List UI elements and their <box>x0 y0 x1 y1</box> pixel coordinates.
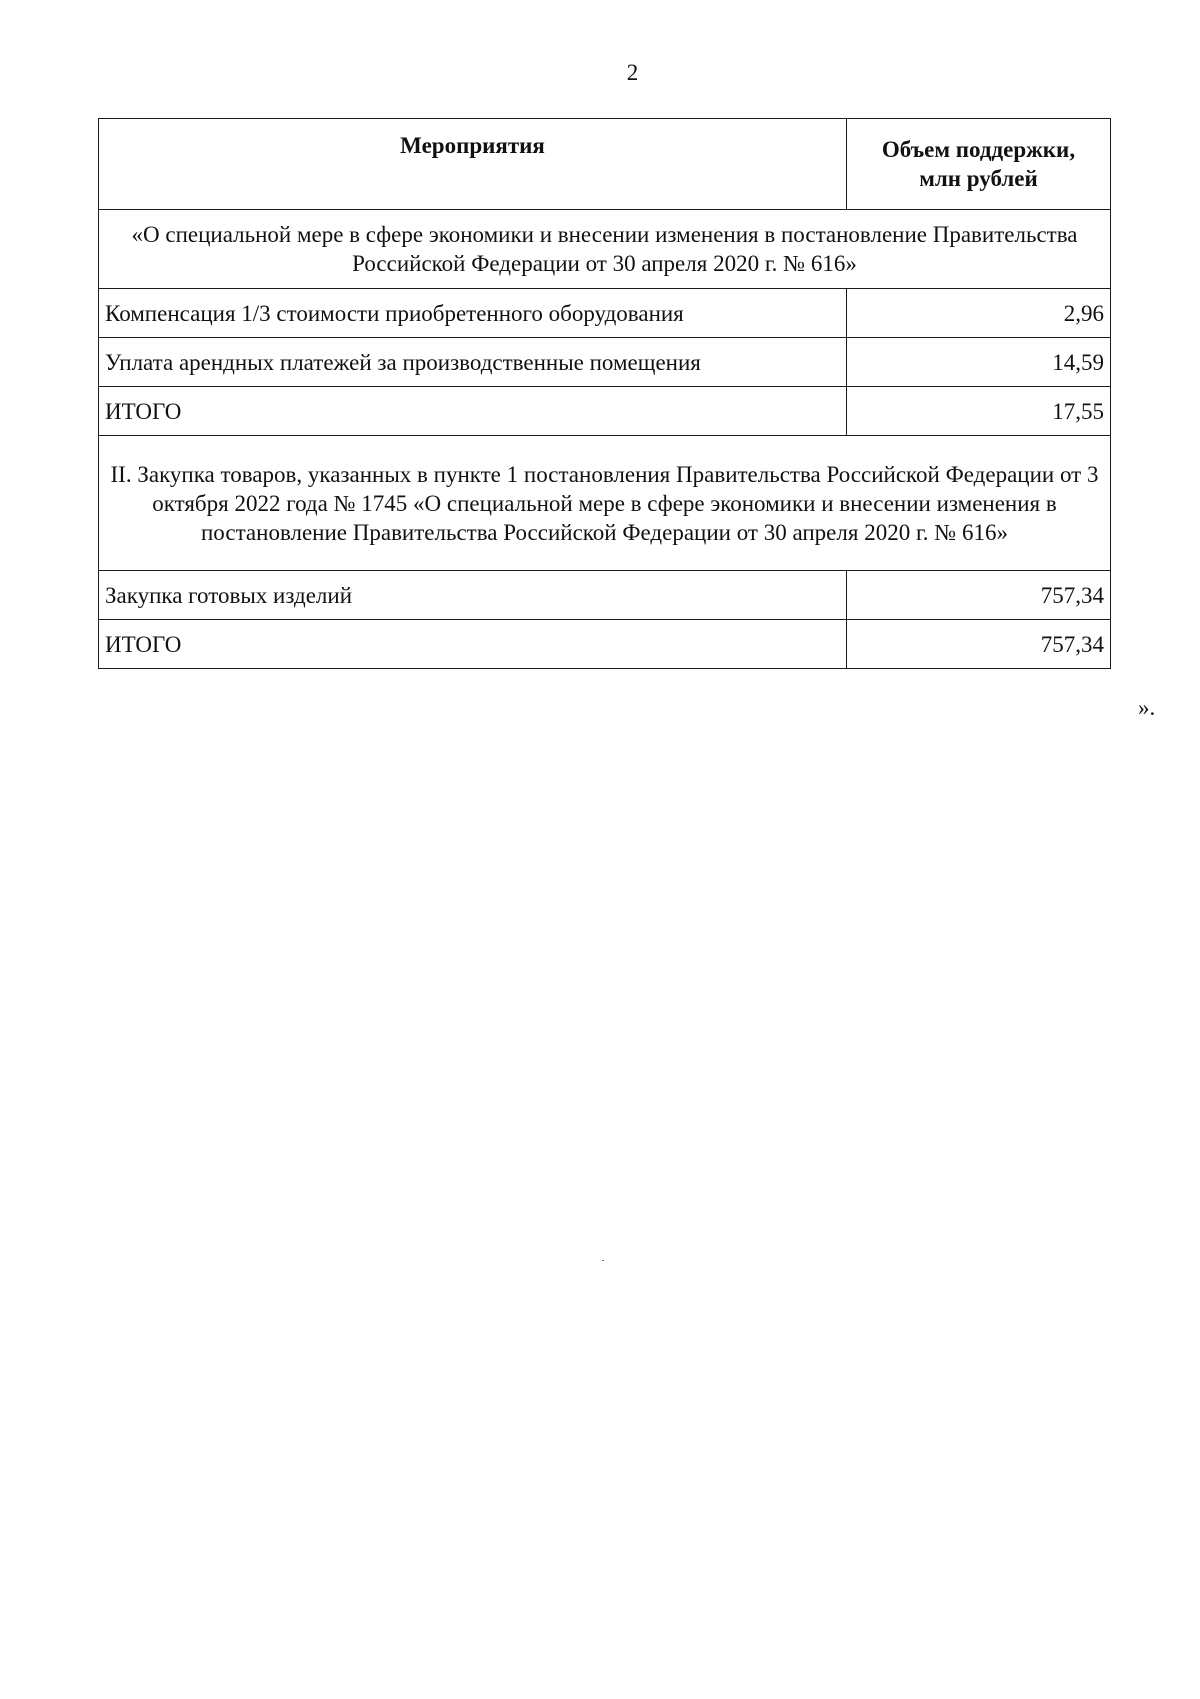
header-support-volume <box>847 119 1111 210</box>
section-title-row <box>99 210 1111 289</box>
row-value: 757,34 <box>847 571 1111 620</box>
section-title: «О специальной мере в сфере экономики и внесении изменения в постановление Правительства Российской Федерации от 30 апреля 2020 г. № 616» <box>99 210 1111 289</box>
table-row <box>99 571 1111 620</box>
header-measures: Мероприятия <box>99 119 847 210</box>
table-row <box>99 338 1111 387</box>
support-table <box>98 118 1111 669</box>
total-row <box>99 387 1111 436</box>
row-label: Закупка готовых изделий <box>99 571 847 620</box>
header-volume-line1: Объем поддержки, <box>881 137 1076 162</box>
page-number: 2 <box>626 60 639 85</box>
row-value: 14,59 <box>847 338 1111 387</box>
row-label: Компенсация 1/3 стоимости приобретенного оборудования <box>99 289 847 338</box>
section-title: II. Закупка товаров, указанных в пункте 1 постановления Правительства Российской Федерации от 3 октября 2022 года № 1745 «О специальной мере в сфере экономики и внесении изменения в постановление Правительства Российской Федерации от 30 апреля 2020 г. № 616» <box>99 436 1111 571</box>
section-title-row <box>99 436 1111 571</box>
total-row <box>99 620 1111 669</box>
total-value: 757,34 <box>847 620 1111 669</box>
table-header-row <box>99 119 1111 210</box>
total-label: ИТОГО <box>99 387 847 436</box>
row-value: 2,96 <box>847 289 1111 338</box>
closing-quote-mark: ». <box>1138 695 1156 720</box>
header-volume-line2: млн рублей <box>919 166 1038 191</box>
table-row <box>99 289 1111 338</box>
scan-speck <box>602 1260 604 1261</box>
total-value: 17,55 <box>847 387 1111 436</box>
total-label: ИТОГО <box>99 620 847 669</box>
row-label: Уплата арендных платежей за производственные помещения <box>99 338 847 387</box>
